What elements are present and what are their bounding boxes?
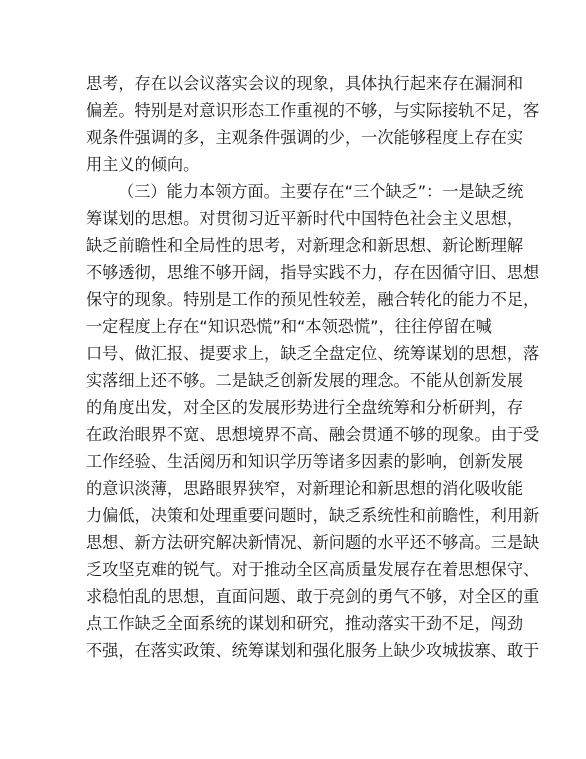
text-line: 思考，存在以会议落实会议的现象，具体执行起来存在漏洞和	[86, 74, 524, 93]
text-line: 求稳怕乱的思想，直面问题、敢于亮剑的勇气不够，对全区的重	[86, 587, 540, 606]
text-line: 的意识淡薄，思路眼界狭窄，对新理论和新思想的消化吸收能	[86, 479, 524, 498]
text-line: 筹谋划的思想。对贯彻习近平新时代中国特色社会主义思想，	[86, 209, 524, 228]
text-line: 口号、做汇报、提要求上，缺乏全盘定位、统筹谋划的思想，落	[86, 344, 540, 363]
text-line: 点工作缺乏全面系统的谋划和研究，推动落实干劲不足，闯劲	[86, 614, 524, 633]
text-line: 工作经验、生活阅历和知识学历等诸多因素的影响，创新发展	[86, 452, 524, 471]
text-line: 缺乏前瞻性和全局性的思考，对新理念和新思想、新论断理解	[86, 236, 524, 255]
text-line: 保守的现象。特别是工作的预见性较差，融合转化的能力不足，	[86, 290, 540, 309]
text-line: 实落细上还不够。二是缺乏创新发展的理念。不能从创新发展	[86, 371, 524, 390]
paragraph-ability-section	[86, 178, 540, 664]
text-line: 在政治眼界不宽、思想境界不高、融会贯通不够的现象。由于受	[86, 425, 540, 444]
paragraph-attitude-continuation	[86, 70, 540, 178]
text-line: 不强，在落实政策、统筹谋划和强化服务上缺少攻城拔寨、敢于	[86, 641, 540, 660]
text-line: 思想、新方法研究解决新情况、新问题的水平还不够高。三是缺	[86, 533, 540, 552]
text-line: 力偏低，决策和处理重要问题时，缺乏系统性和前瞻性，利用新	[86, 506, 540, 525]
text-line: 的角度出发，对全区的发展形势进行全盘统筹和分析研判，存	[86, 398, 524, 417]
text-line: （三）能力本领方面。主要存在“三个缺乏”：一是缺乏统	[118, 182, 524, 201]
text-line: 偏差。特别是对意识形态工作重视的不够，与实际接轨不足，客	[86, 101, 540, 120]
text-line: 不够透彻，思维不够开阔，指导实践不力，存在因循守旧、思想	[86, 263, 540, 282]
text-line: 用主义的倾向。	[86, 155, 200, 174]
text-line: 乏攻坚克难的锐气。对于推动全区高质量发展存在着思想保守、	[86, 560, 540, 579]
text-line: 观条件强调的多，主观条件强调的少，一次能够程度上存在实	[86, 128, 524, 147]
text-line: 一定程度上存在“知识恐慌”和“本领恐慌”，往往停留在喊	[86, 317, 492, 336]
